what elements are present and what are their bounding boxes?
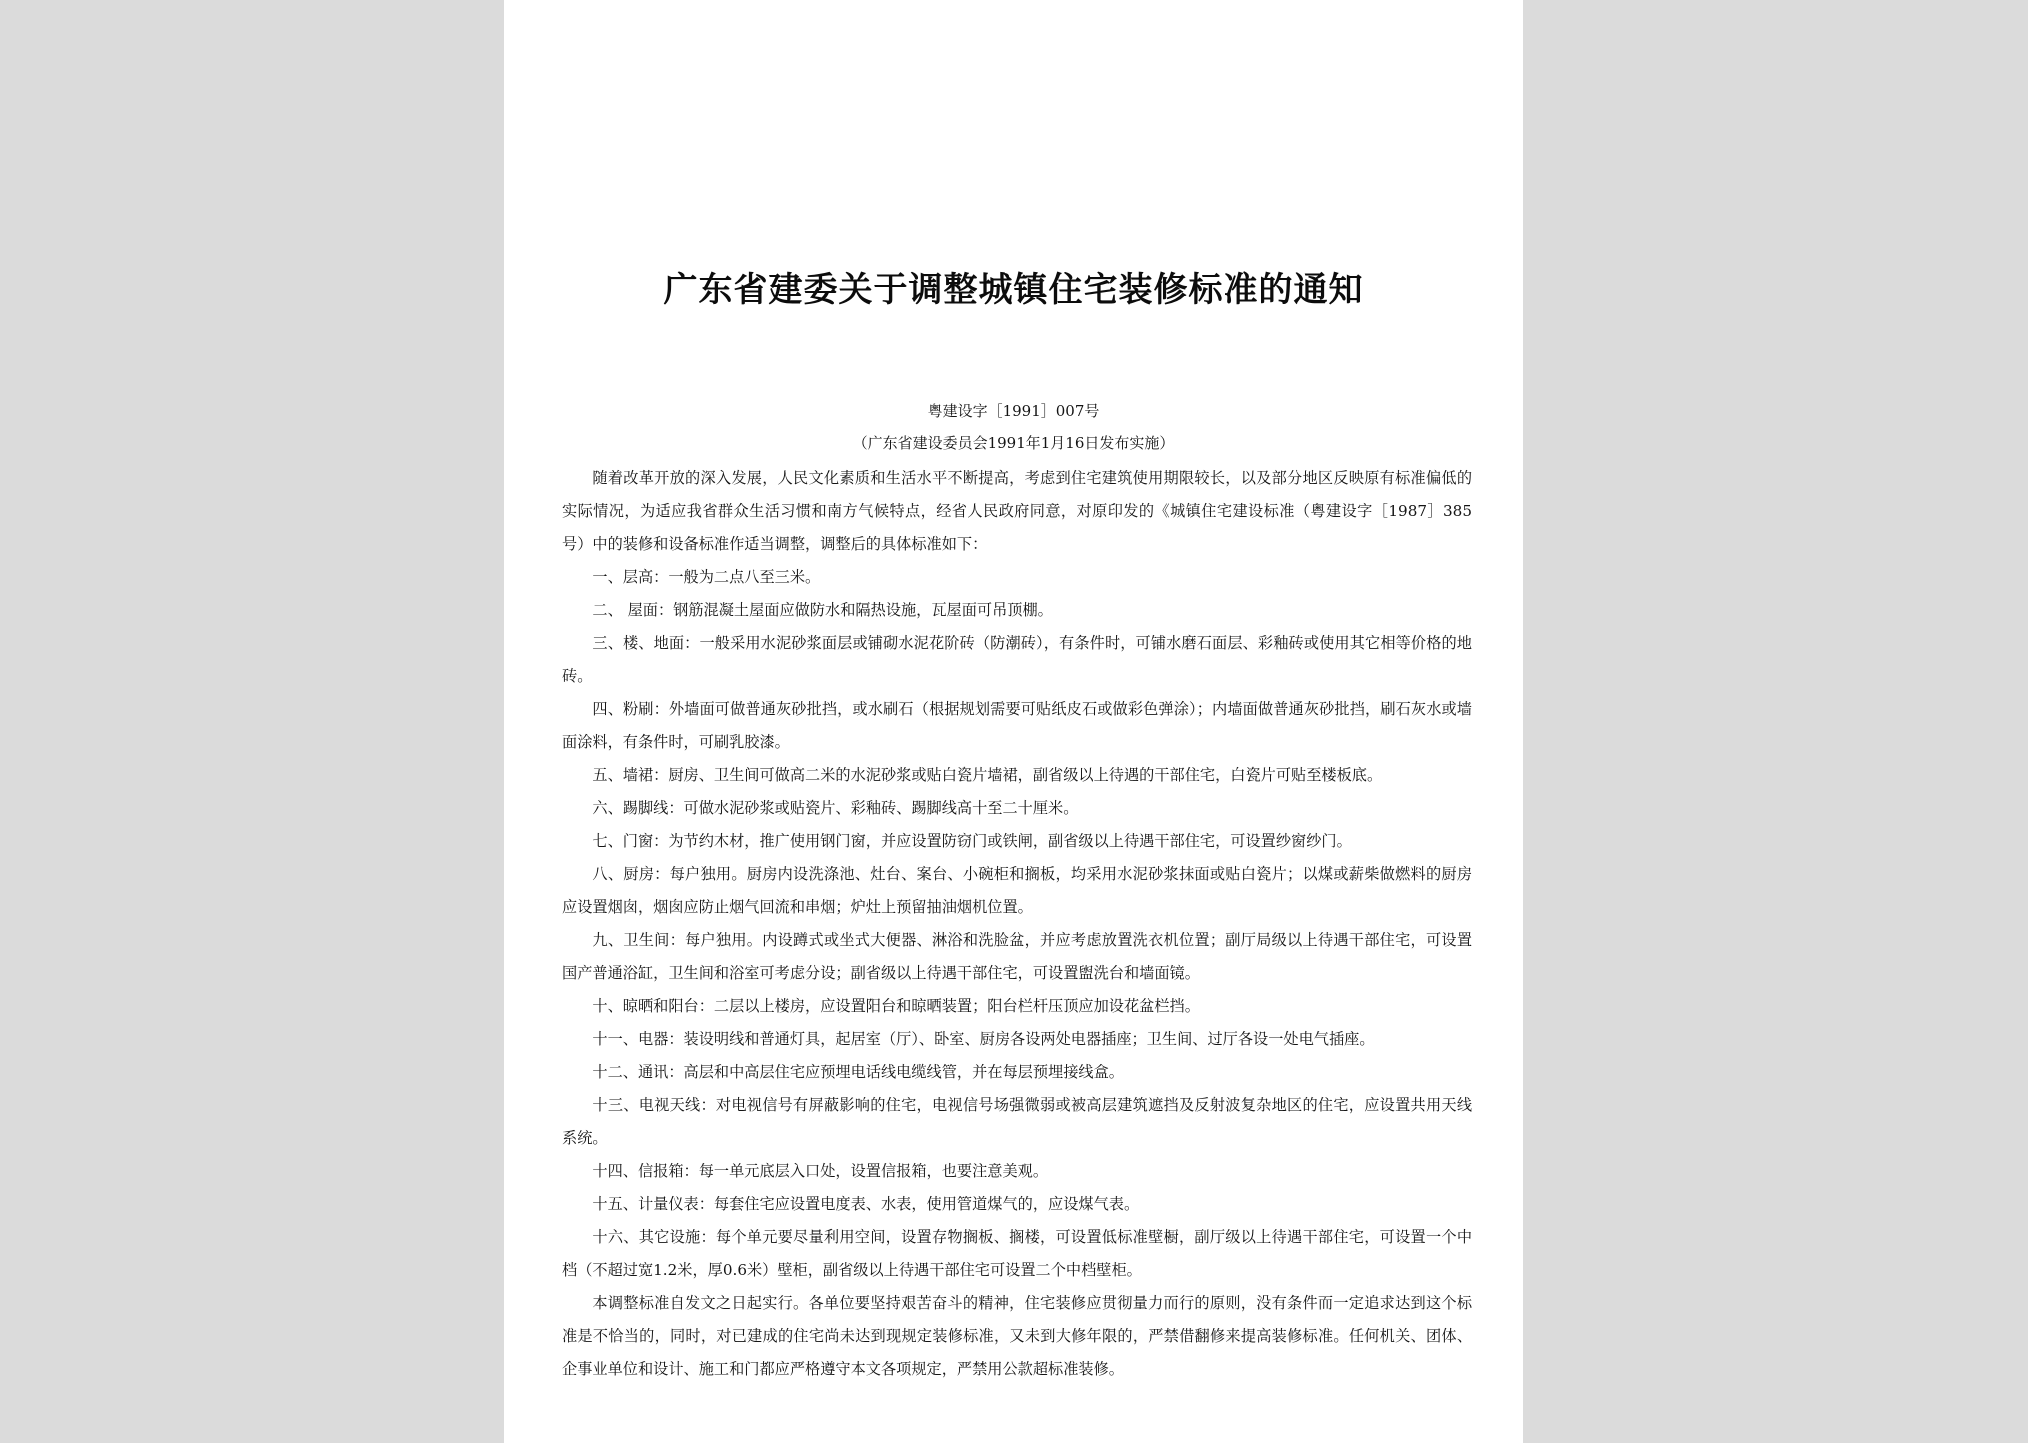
document-issuer: （广东省建设委员会1991年1月16日发布实施） [852, 434, 1175, 452]
paragraph-item-6: 六、踢脚线：可做水泥砂浆或贴瓷片、彩釉砖、踢脚线高十至二十厘米。 [592, 799, 1079, 817]
document-page [504, 0, 1523, 1443]
paragraph-item-12: 十二、通讯：高层和中高层住宅应预埋电话线电缆线管，并在每层预埋接线盒。 [592, 1063, 1124, 1081]
paragraph-closing: 本调整标准自发文之日起实行。各单位要坚持艰苦奋斗的精神，住宅装修应贯彻量力而行的原则，没有条件而一定追求达到这个标准是不恰当的，同时，对已建成的住宅尚未达到现规定装修标准，又未到大修年限的，严禁借翻修来提高装修标准。任何机关、团体、企事业单位和设计、施工和门都应严格遵守本文各项规定，严禁用公款超标准装修。 [562, 1294, 1472, 1378]
paragraph-item-14: 十四、信报箱：每一单元底层入口处，设置信报箱，也要注意美观。 [592, 1162, 1049, 1180]
paragraph-item-3: 三、楼、地面：一般采用水泥砂浆面层或铺砌水泥花阶砖（防潮砖），有条件时，可铺水磨石面层、彩釉砖或使用其它相等价格的地砖。 [562, 634, 1472, 685]
paragraph-item-11: 十一、电器：装设明线和普通灯具，起居室（厅）、卧室、厨房各设两处电器插座；卫生间、过厅各设一处电气插座。 [592, 1030, 1375, 1048]
paragraph-item-7: 七、门窗：为节约木材，推广使用钢门窗，并应设置防窃门或铁闸，副省级以上待遇干部住宅，可设置纱窗纱门。 [592, 832, 1352, 850]
document-number: 粤建设字［1991］007号 [927, 402, 1100, 420]
paragraph-item-4: 四、粉刷：外墙面可做普通灰砂批挡，或水刷石（根据规划需要可贴纸皮石或做彩色弹涂）；内墙面做普通灰砂批挡，刷石灰水或墙面涂料，有条件时，可刷乳胶漆。 [562, 700, 1472, 751]
paragraph-intro: 随着改革开放的深入发展，人民文化素质和生活水平不断提高，考虑到住宅建筑使用期限较长，以及部分地区反映原有标准偏低的实际情况，为适应我省群众生活习惯和南方气候特点，经省人民政府同意，对原印发的《城镇住宅建设标准（粤建设字［1987］385号）中的装修和设备标准作适当调整，调整后的具体标准如下： [562, 469, 1472, 553]
paragraph-item-10: 十、晾晒和阳台：二层以上楼房，应设置阳台和晾晒装置；阳台栏杆压顶应加设花盆栏挡。 [592, 997, 1200, 1015]
paragraph-item-1: 一、层高：一般为二点八至三米。 [592, 568, 821, 586]
paragraph-item-2: 二、 屋面：钢筋混凝土屋面应做防水和隔热设施，瓦屋面可吊顶棚。 [592, 601, 1053, 619]
paragraph-item-8: 八、厨房：每户独用。厨房内设洗涤池、灶台、案台、小碗柜和搁板，均采用水泥砂浆抹面或贴白瓷片；以煤或薪柴做燃料的厨房应设置烟囱，烟囱应防止烟气回流和串烟；炉灶上预留抽油烟机位置。 [562, 865, 1472, 916]
paragraph-item-5: 五、墙裙：厨房、卫生间可做高二米的水泥砂浆或贴白瓷片墙裙，副省级以上待遇的干部住宅，白瓷片可贴至楼板底。 [592, 766, 1383, 784]
paragraph-item-15: 十五、计量仪表：每套住宅应设置电度表、水表，使用管道煤气的，应设煤气表。 [592, 1195, 1140, 1213]
document-title: 广东省建委关于调整城镇住宅装修标准的通知 [663, 270, 1364, 310]
paragraph-item-16: 十六、其它设施：每个单元要尽量利用空间，设置存物搁板、搁楼，可设置低标准壁橱，副厅级以上待遇干部住宅，可设置一个中档（不超过宽1.2米，厚0.6米）壁柜，副省级以上待遇干部住宅可设置二个中档壁柜。 [562, 1228, 1472, 1279]
paragraph-item-9: 九、卫生间：每户独用。内设蹲式或坐式大便器、淋浴和洗脸盆，并应考虑放置洗衣机位置；副厅局级以上待遇干部住宅，可设置国产普通浴缸，卫生间和浴室可考虑分设；副省级以上待遇干部住宅，可设置盥洗台和墙面镜。 [562, 931, 1472, 982]
document-body [562, 462, 1472, 1386]
paragraph-item-13: 十三、电视天线：对电视信号有屏蔽影响的住宅，电视信号场强微弱或被高层建筑遮挡及反射波复杂地区的住宅，应设置共用天线系统。 [562, 1096, 1472, 1147]
